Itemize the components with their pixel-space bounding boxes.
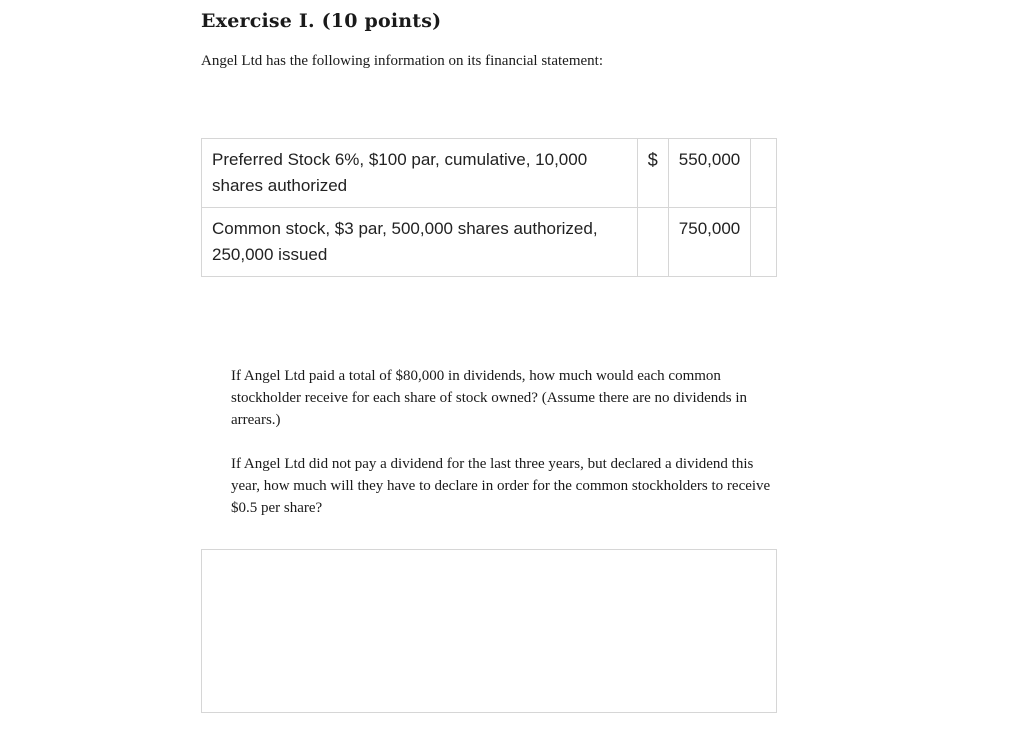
question-1: If Angel Ltd paid a total of $80,000 in dividends, how much would each common stockholder receive for each share of stock owned? (Assume there are no dividends in arrears.) bbox=[231, 368, 748, 428]
financial-statement-table bbox=[201, 138, 777, 277]
question-2: If Angel Ltd did not pay a dividend for the last three years, but declared a dividend this year, how much will they have to declare in order for the common stockholders to receive $0.5 per share? bbox=[231, 456, 771, 516]
questions-section bbox=[231, 365, 779, 541]
table-row-preferred-stock bbox=[202, 139, 777, 208]
exercise-intro: Angel Ltd has the following information on its financial statement: bbox=[201, 53, 603, 69]
row-amount: 550,000 bbox=[668, 139, 750, 208]
row-currency bbox=[637, 208, 668, 277]
row-description: Common stock, $3 par, 500,000 shares authorized, 250,000 issued bbox=[202, 208, 638, 277]
row-blank-cell bbox=[751, 139, 777, 208]
row-currency: $ bbox=[637, 139, 668, 208]
exercise-title: Exercise I. (10 points) bbox=[201, 10, 442, 32]
row-amount: 750,000 bbox=[668, 208, 750, 277]
row-description: Preferred Stock 6%, $100 par, cumulative, 10,000 shares authorized bbox=[202, 139, 638, 208]
table-row-common-stock bbox=[202, 208, 777, 277]
row-blank-cell bbox=[751, 208, 777, 277]
answer-text-box[interactable] bbox=[201, 549, 777, 713]
